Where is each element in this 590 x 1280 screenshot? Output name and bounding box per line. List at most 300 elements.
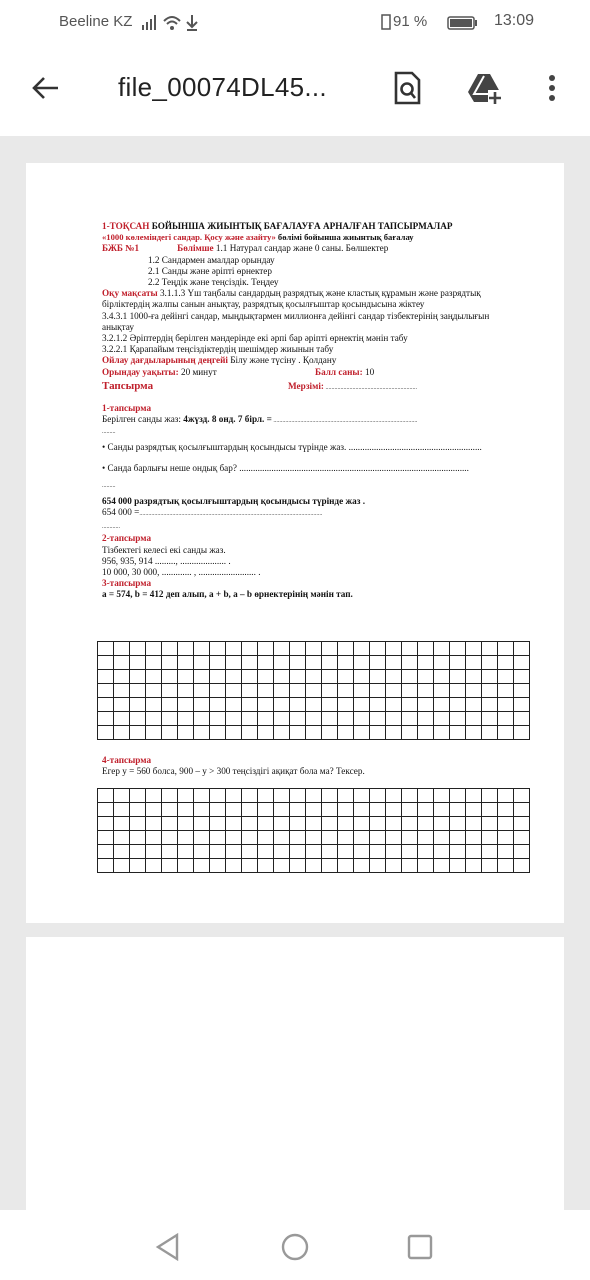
grid-cell — [338, 726, 354, 740]
app-bar — [0, 44, 590, 136]
grid-cell — [162, 845, 178, 859]
grid-cell — [306, 789, 322, 803]
grid-cell — [98, 670, 114, 684]
doc-header-1: 1-ТОҚСАН БОЙЫНША ЖИЫНТЫҚ БАҒАЛАУҒА АРНАЛҒАН ТАПСЫРМАЛАР — [102, 221, 453, 231]
grid-cell — [482, 712, 498, 726]
thinking-level: Ойлау дағдыларының деңгейі Білу және түсіну . Қолдану — [102, 355, 337, 366]
grid-cell — [146, 642, 162, 656]
grid-cell — [178, 789, 194, 803]
grid-cell — [418, 803, 434, 817]
grid-cell — [258, 698, 274, 712]
grid-cell — [146, 656, 162, 670]
grid-cell — [114, 831, 130, 845]
grid-cell — [338, 803, 354, 817]
grid-cell — [354, 859, 370, 873]
grid-cell — [482, 817, 498, 831]
grid-cell — [450, 726, 466, 740]
grid-cell — [114, 817, 130, 831]
grid-cell — [210, 803, 226, 817]
grid-cell — [258, 684, 274, 698]
grid-cell — [178, 670, 194, 684]
grid-cell — [354, 712, 370, 726]
grid-cell — [338, 845, 354, 859]
document-page-2 — [26, 937, 564, 1215]
document-content — [102, 221, 492, 601]
grid-cell — [130, 859, 146, 873]
grid-cell — [290, 726, 306, 740]
grid-cell — [146, 726, 162, 740]
grid-cell — [98, 656, 114, 670]
grid-cell — [418, 789, 434, 803]
grid-cell — [194, 859, 210, 873]
grid-cell — [498, 831, 514, 845]
grid-cell — [290, 859, 306, 873]
grid-cell — [258, 726, 274, 740]
grid-cell — [370, 698, 386, 712]
grid-cell — [274, 656, 290, 670]
grid-cell — [258, 712, 274, 726]
task-2-line-3: 10 000, 30 000, ............. , ......................... . — [102, 567, 261, 578]
grid-cell — [114, 726, 130, 740]
grid-cell — [450, 642, 466, 656]
grid-cell — [354, 670, 370, 684]
grid-cell — [242, 712, 258, 726]
grid-cell — [434, 642, 450, 656]
learning-goal: Оқу мақсаты 3.1.1.3 Үш таңбалы сандардың разрядтық және кластық құрамын және разрядтық бірліктердің жалпы санын анықтау, разрядтық қосылғыштар қосындысына жіктеу — [102, 288, 481, 310]
grid-cell — [514, 642, 530, 656]
grid-cell — [290, 698, 306, 712]
grid-cell — [418, 726, 434, 740]
grid-cell — [338, 684, 354, 698]
grid-cell — [130, 698, 146, 712]
grid-cell — [226, 642, 242, 656]
grid-cell — [450, 817, 466, 831]
grid-cell — [370, 656, 386, 670]
grid-cell — [482, 803, 498, 817]
grid-cell — [386, 859, 402, 873]
grid-cell — [514, 845, 530, 859]
grid-cell — [466, 803, 482, 817]
grid-cell — [354, 789, 370, 803]
grid-cell — [258, 642, 274, 656]
task-1-bullet-1: • Санды разрядтық қосылғыштардың қосындысы түрінде жаз. .......................................................... — [102, 442, 482, 453]
grid-cell — [514, 726, 530, 740]
grid-cell — [338, 712, 354, 726]
grid-cell — [370, 831, 386, 845]
grid-cell — [98, 817, 114, 831]
nav-recents-icon[interactable] — [405, 1232, 435, 1262]
clock: 13:09 — [493, 12, 534, 29]
grid-cell — [210, 698, 226, 712]
grid-cell — [290, 712, 306, 726]
search-document-icon[interactable] — [388, 70, 424, 106]
grid-cell — [162, 726, 178, 740]
grid-cell — [482, 670, 498, 684]
grid-cell — [114, 642, 130, 656]
grid-cell — [130, 726, 146, 740]
grid-cell — [450, 789, 466, 803]
grid-cell — [242, 817, 258, 831]
grid-cell — [354, 803, 370, 817]
grid-cell — [210, 726, 226, 740]
grid-cell — [306, 684, 322, 698]
grid-cell — [242, 726, 258, 740]
grid-cell — [178, 712, 194, 726]
grid-cell — [226, 803, 242, 817]
grid-cell — [450, 684, 466, 698]
grid-cell — [306, 642, 322, 656]
grid-cell — [274, 642, 290, 656]
grid-cell — [498, 670, 514, 684]
grid-cell — [402, 831, 418, 845]
grid-cell — [402, 845, 418, 859]
grid-cell — [370, 670, 386, 684]
grid-cell — [450, 656, 466, 670]
grid-cell — [226, 859, 242, 873]
grid-cell — [322, 789, 338, 803]
grid-cell — [178, 817, 194, 831]
grid-cell — [274, 712, 290, 726]
grid-cell — [258, 656, 274, 670]
grid-cell — [146, 817, 162, 831]
grid-cell — [162, 656, 178, 670]
grid-cell — [322, 656, 338, 670]
grid-cell — [290, 845, 306, 859]
time-score-line: Орындау уақыты: 20 минут Балл саны: 10 — [102, 366, 375, 377]
grid-cell — [338, 859, 354, 873]
grid-cell — [306, 656, 322, 670]
grid-cell — [434, 845, 450, 859]
task-4-line: Егер y = 560 болса, 900 – y > 300 теңсіздігі ақиқат бола ма? Тексер. — [102, 766, 365, 777]
grid-cell — [306, 698, 322, 712]
grid-cell — [306, 831, 322, 845]
grid-cell — [434, 726, 450, 740]
grid-cell — [274, 684, 290, 698]
grid-cell — [354, 831, 370, 845]
grid-cell — [418, 859, 434, 873]
grid-cell — [370, 817, 386, 831]
grid-cell — [370, 859, 386, 873]
grid-cell — [338, 642, 354, 656]
grid-cell — [386, 817, 402, 831]
grid-cell — [274, 789, 290, 803]
grid-cell — [178, 803, 194, 817]
grid-cell — [146, 845, 162, 859]
grid-cell — [258, 859, 274, 873]
grid-cell — [450, 698, 466, 712]
grid-cell — [194, 803, 210, 817]
add-to-drive-icon[interactable] — [466, 70, 502, 106]
grid-cell — [306, 845, 322, 859]
grid-cell — [130, 670, 146, 684]
grid-cell — [114, 712, 130, 726]
grid-cell — [194, 670, 210, 684]
signal-wifi-download-icon — [142, 13, 202, 31]
task-2-title: 2-тапсырма — [102, 533, 152, 544]
grid-cell — [386, 684, 402, 698]
document-page — [26, 163, 564, 923]
grid-cell — [194, 726, 210, 740]
task-4-block — [102, 755, 492, 777]
grid-cell — [370, 642, 386, 656]
grid-cell — [402, 817, 418, 831]
grid-cell — [290, 817, 306, 831]
grid-cell — [338, 831, 354, 845]
grid-cell — [178, 831, 194, 845]
grid-cell — [242, 684, 258, 698]
grid-cell — [514, 789, 530, 803]
grid-cell — [466, 684, 482, 698]
grid-cell — [514, 831, 530, 845]
file-title: file_00074DL45... — [118, 72, 327, 102]
grid-cell — [354, 684, 370, 698]
grid-cell — [274, 670, 290, 684]
grid-cell — [178, 726, 194, 740]
grid-cell — [370, 712, 386, 726]
grid-cell — [418, 698, 434, 712]
grid-cell — [226, 656, 242, 670]
carrier-name: Beeline KZ — [59, 13, 133, 30]
grid-cell — [434, 859, 450, 873]
grid-cell — [146, 670, 162, 684]
grid-cell — [306, 817, 322, 831]
answer-grid-task-4 — [97, 788, 530, 873]
grid-cell — [194, 684, 210, 698]
task-2-line-2: 956, 935, 914 ........., .................... . — [102, 555, 231, 566]
task-1-dots-2: ......... — [102, 482, 116, 489]
grid-cell — [498, 845, 514, 859]
grid-cell — [370, 803, 386, 817]
more-options-icon[interactable] — [540, 70, 564, 106]
grid-cell — [466, 712, 482, 726]
task-1-bullet-2: • Санда барлығы неше ондық бар? .................................................................................................... — [102, 463, 469, 474]
grid-cell — [466, 698, 482, 712]
grid-cell — [130, 845, 146, 859]
grid-cell — [386, 845, 402, 859]
grid-cell — [258, 845, 274, 859]
task-1-dots: ......... — [102, 429, 116, 436]
grid-cell — [450, 803, 466, 817]
grid-cell — [402, 656, 418, 670]
grid-cell — [258, 831, 274, 845]
grid-cell — [402, 670, 418, 684]
grid-cell — [146, 712, 162, 726]
grid-cell — [498, 656, 514, 670]
grid-cell — [514, 859, 530, 873]
grid-cell — [402, 859, 418, 873]
status-bar — [0, 0, 590, 44]
grid-cell — [258, 789, 274, 803]
grid-cell — [98, 684, 114, 698]
grid-cell — [290, 684, 306, 698]
grid-cell — [226, 712, 242, 726]
grid-cell — [162, 698, 178, 712]
task-1-answer-3: 654 000 =.......................................................................................................................... — [102, 507, 323, 518]
grid-cell — [210, 656, 226, 670]
grid-cell — [354, 656, 370, 670]
grid-cell — [306, 726, 322, 740]
nav-home-icon[interactable] — [280, 1232, 310, 1262]
grid-cell — [402, 642, 418, 656]
grid-cell — [498, 684, 514, 698]
grid-cell — [130, 817, 146, 831]
grid-cell — [114, 698, 130, 712]
grid-cell — [386, 712, 402, 726]
grid-cell — [386, 726, 402, 740]
grid-cell — [514, 656, 530, 670]
grid-cell — [226, 698, 242, 712]
grid-cell — [114, 789, 130, 803]
grid-cell — [514, 698, 530, 712]
grid-cell — [466, 845, 482, 859]
grid-cell — [482, 831, 498, 845]
grid-cell — [226, 845, 242, 859]
grid-cell — [226, 789, 242, 803]
grid-cell — [98, 845, 114, 859]
grid-cell — [146, 789, 162, 803]
grid-cell — [98, 726, 114, 740]
grid-cell — [274, 845, 290, 859]
grid-cell — [482, 859, 498, 873]
task-2-line-1: Тізбектегі келесі екі санды жаз. — [102, 544, 226, 555]
grid-cell — [130, 712, 146, 726]
grid-cell — [386, 698, 402, 712]
grid-cell — [114, 803, 130, 817]
grid-cell — [146, 684, 162, 698]
grid-cell — [114, 845, 130, 859]
grid-cell — [226, 684, 242, 698]
grid-cell — [434, 698, 450, 712]
grid-cell — [418, 642, 434, 656]
grid-cell — [290, 789, 306, 803]
grid-cell — [194, 831, 210, 845]
subsection-3: 2.2 Теңдік және теңсіздік. Теңдеу — [148, 277, 279, 288]
doc-section-line: БЖБ №1 Бөлімше 1.1 Натурал сандар және 0 саны. Бөлшектер — [102, 243, 389, 254]
grid-cell — [386, 656, 402, 670]
grid-cell — [386, 789, 402, 803]
grid-cell — [306, 803, 322, 817]
grid-cell — [162, 712, 178, 726]
grid-cell — [194, 789, 210, 803]
task-1-question-3: 654 000 разрядтық қосылғыштардың қосындысы түрінде жаз . — [102, 495, 365, 506]
grid-cell — [466, 726, 482, 740]
grid-cell — [146, 859, 162, 873]
grid-cell — [498, 726, 514, 740]
grid-cell — [322, 698, 338, 712]
subsection-1: 1.2 Сандармен амалдар орындау — [148, 254, 275, 265]
grid-cell — [418, 712, 434, 726]
grid-cell — [354, 845, 370, 859]
grid-cell — [402, 698, 418, 712]
grid-cell — [242, 831, 258, 845]
grid-cell — [226, 831, 242, 845]
grid-cell — [194, 698, 210, 712]
grid-cell — [226, 670, 242, 684]
grid-cell — [162, 670, 178, 684]
grid-cell — [354, 726, 370, 740]
grid-cell — [98, 859, 114, 873]
grid-cell — [370, 684, 386, 698]
grid-cell — [210, 712, 226, 726]
grid-cell — [402, 684, 418, 698]
grid-cell — [466, 859, 482, 873]
grid-cell — [498, 803, 514, 817]
grid-cell — [242, 789, 258, 803]
grid-cell — [482, 789, 498, 803]
grid-cell — [290, 656, 306, 670]
doc-header-2: «1000 көлеміндегі сандар. Қосу және азайту» бөлімі бойынша жиынтық бағалау — [102, 232, 414, 243]
grid-cell — [322, 859, 338, 873]
grid-cell — [322, 642, 338, 656]
grid-cell — [98, 789, 114, 803]
grid-cell — [466, 789, 482, 803]
grid-cell — [498, 712, 514, 726]
grid-cell — [322, 712, 338, 726]
grid-cell — [514, 712, 530, 726]
grid-cell — [178, 859, 194, 873]
grid-cell — [98, 803, 114, 817]
grid-cell — [162, 642, 178, 656]
grid-cell — [434, 817, 450, 831]
grid-cell — [258, 817, 274, 831]
grid-cell — [242, 803, 258, 817]
grid-cell — [338, 817, 354, 831]
nav-back-icon[interactable] — [153, 1232, 183, 1262]
navigation-bar — [0, 1210, 590, 1280]
grid-cell — [194, 642, 210, 656]
grid-cell — [242, 859, 258, 873]
grid-cell — [498, 789, 514, 803]
grid-cell — [434, 684, 450, 698]
grid-cell — [98, 642, 114, 656]
grid-cell — [338, 656, 354, 670]
grid-cell — [290, 803, 306, 817]
grid-cell — [466, 831, 482, 845]
grid-cell — [402, 789, 418, 803]
grid-cell — [450, 859, 466, 873]
grid-cell — [114, 670, 130, 684]
grid-cell — [274, 803, 290, 817]
grid-cell — [210, 789, 226, 803]
grid-cell — [402, 726, 418, 740]
grid-cell — [130, 803, 146, 817]
back-arrow-icon[interactable] — [30, 72, 62, 104]
grid-cell — [258, 803, 274, 817]
grid-cell — [322, 684, 338, 698]
grid-cell — [146, 698, 162, 712]
grid-cell — [482, 642, 498, 656]
grid-cell — [434, 831, 450, 845]
grid-cell — [418, 656, 434, 670]
grid-cell — [162, 803, 178, 817]
grid-cell — [290, 642, 306, 656]
task-1-dots-3: ............ — [102, 524, 120, 531]
grid-cell — [498, 859, 514, 873]
grid-cell — [370, 845, 386, 859]
grid-cell — [418, 831, 434, 845]
grid-cell — [322, 803, 338, 817]
grid-cell — [338, 789, 354, 803]
grid-cell — [418, 670, 434, 684]
grid-cell — [450, 845, 466, 859]
grid-cell — [178, 642, 194, 656]
grid-cell — [146, 831, 162, 845]
grid-cell — [162, 789, 178, 803]
grid-cell — [514, 803, 530, 817]
grid-cell — [242, 698, 258, 712]
grid-cell — [322, 831, 338, 845]
grid-cell — [338, 698, 354, 712]
